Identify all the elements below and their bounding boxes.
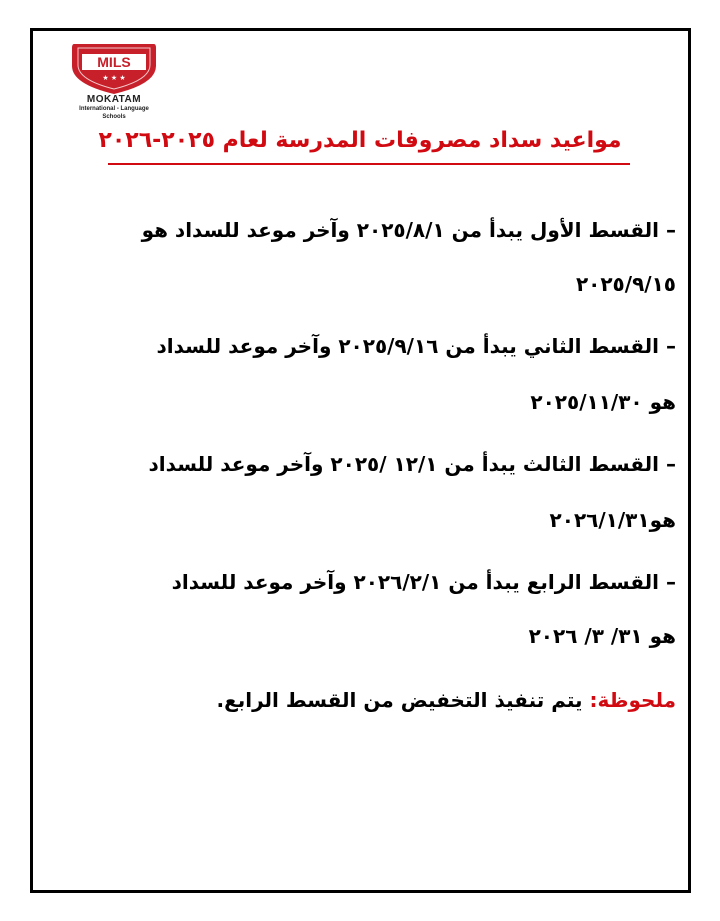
installment-2-line1: – القسط الثاني يبدأ من ٢٠٢٥/٩/١٦ وآخر موعد للسداد xyxy=(156,334,676,358)
svg-text:★ ★ ★: ★ ★ ★ xyxy=(102,74,126,82)
page-title: مواعيد سداد مصروفات المدرسة لعام ٢٠٢٥-٢٠٢٦ xyxy=(98,128,622,153)
title-underline xyxy=(108,163,630,165)
note-label: ملحوظة: xyxy=(589,688,676,712)
logo-city: MOKATAM xyxy=(86,94,142,105)
note xyxy=(70,688,676,712)
logo-name: MILS xyxy=(97,54,131,70)
installment-4-line2: هو ٣١/ ٣/ ٢٠٢٦ xyxy=(528,624,676,648)
installment-1-line1: – القسط الأول يبدأ من ٢٠٢٥/٨/١ وآخر موعد للسداد هو xyxy=(141,218,676,242)
installment-2-line2: هو ٢٠٢٥/١١/٣٠ xyxy=(530,390,676,414)
logo-subtitle-2: Schools xyxy=(102,114,126,120)
installment-3-line2: هو٢٠٢٦/١/٣١ xyxy=(549,508,676,532)
installment-1-line2: ٢٠٢٥/٩/١٥ xyxy=(575,272,676,296)
logo-subtitle: International - Language xyxy=(79,106,149,112)
installment-4-line1: – القسط الرابع يبدأ من ٢٠٢٦/٢/١ وآخر موعد للسداد xyxy=(171,570,676,594)
note-text: يتم تنفيذ التخفيض من القسط الرابع. xyxy=(216,688,590,712)
school-logo xyxy=(60,40,168,120)
installment-3-line1: – القسط الثالث يبدأ من ١٢/١ /٢٠٢٥ وآخر موعد للسداد xyxy=(148,452,676,476)
shield-icon xyxy=(60,40,168,96)
